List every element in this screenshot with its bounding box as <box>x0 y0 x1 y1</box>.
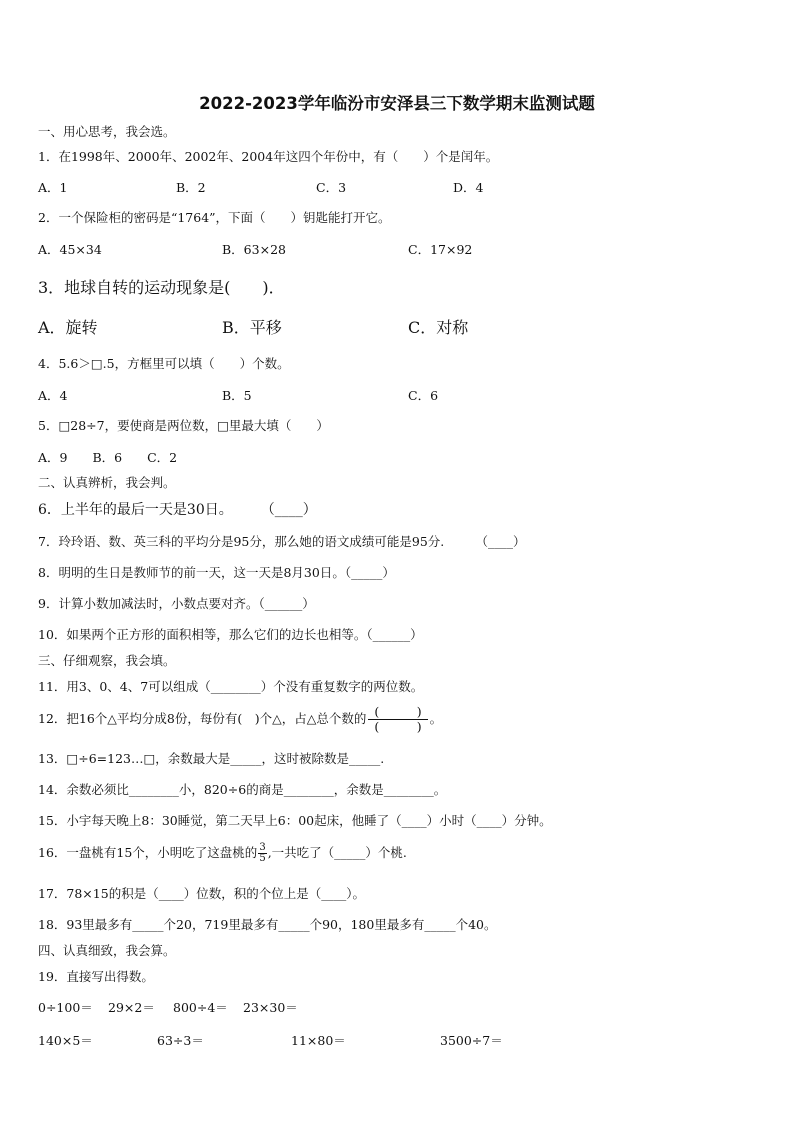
section-heading-4: 四、认真细致，我会算。 <box>38 943 176 958</box>
q4-option-c: C．6 <box>408 388 439 403</box>
q3-option-b: B．平移 <box>222 318 282 337</box>
question-14: 14．余数必须比________小，820÷6的商是________，余数是________。 <box>38 782 447 797</box>
q2-option-b: B．63×28 <box>222 242 286 257</box>
section-heading-3: 三、仔细观察，我会填。 <box>38 653 176 668</box>
question-10: 10．如果两个正方形的面积相等，那么它们的边长也相等。（______） <box>38 627 423 642</box>
calc-item: 23×30＝ <box>243 1000 298 1015</box>
q16-numerator: 3 <box>259 842 266 853</box>
section-heading-1: 一、用心思考，我会选。 <box>38 124 176 139</box>
calc-item: 11×80＝ <box>291 1033 346 1048</box>
calc-item: 63÷3＝ <box>157 1033 204 1048</box>
question-3: 3．地球自转的运动现象是( )． <box>38 278 285 297</box>
q12-text: 12．把16个△平均分成8份，每份有( )个△，占△总个数的 <box>38 710 367 726</box>
q1-option-c: C．3 <box>316 180 347 195</box>
question-13: 13．□÷6=123…□，余数最大是_____，这时被除数是_____. <box>38 751 385 766</box>
q12-denominator: ( ) <box>374 718 422 734</box>
calc-item: 800÷4＝ <box>173 1000 228 1015</box>
page-title: 2022-2023学年临汾市安泽县三下数学期末监测试题 <box>199 94 595 113</box>
q16-fraction <box>258 843 266 864</box>
q12-numerator: ( ) <box>368 705 427 720</box>
question-1: 1．在1998年、2000年、2002年、2004年这四个年份中，有（ ）个是闰年。 <box>38 149 499 164</box>
q1-option-a: A．1 <box>38 180 68 195</box>
question-6: 6．上半年的最后一天是30日。 （____） <box>38 502 317 518</box>
question-18: 18．93里最多有_____个20，719里最多有_____个90，180里最多有_____个40。 <box>38 917 497 932</box>
q16-end: ,一共吃了（_____）个桃. <box>267 845 407 860</box>
q1-option-b: B．2 <box>176 180 206 195</box>
question-9: 9．计算小数加减法时，小数点要对齐。（______） <box>38 596 315 611</box>
q2-option-a: A．45×34 <box>38 242 102 257</box>
q16-text: 16．一盘桃有15个，小明吃了这盘桃的 <box>38 845 258 860</box>
question-17: 17．78×15的积是（____）位数，积的个位上是（____）。 <box>38 886 365 901</box>
q5-options: A．9 B．6 C．2 <box>38 450 178 465</box>
q2-option-c: C．17×92 <box>408 242 473 257</box>
question-8: 8．明明的生日是教师节的前一天，这一天是8月30日。（_____） <box>38 565 395 580</box>
section-heading-2: 二、认真辨析，我会判。 <box>38 475 176 490</box>
question-15: 15．小宇每天晚上8：30睡觉，第二天早上6：00起床，他睡了（____）小时（____）分钟。 <box>38 813 552 828</box>
question-5: 5．□28÷7，要使商是两位数，□里最大填（ ） <box>38 418 329 433</box>
q12-end: 。 <box>429 710 443 726</box>
calc-item: 29×2＝ <box>108 1000 155 1015</box>
calc-item: 140×5＝ <box>38 1033 93 1048</box>
q16-denominator: 5 <box>259 853 266 864</box>
question-12 <box>38 705 442 734</box>
calc-item: 0÷100＝ <box>38 1000 93 1015</box>
q1-option-d: D．4 <box>453 180 484 195</box>
question-19: 19．直接写出得数。 <box>38 969 154 984</box>
question-7: 7．玲玲语、数、英三科的平均分是95分，那么她的语文成绩可能是95分. （____） <box>38 534 526 549</box>
question-16 <box>38 843 407 864</box>
q4-option-b: B．5 <box>222 388 252 403</box>
q3-option-a: A．旋转 <box>38 318 98 337</box>
calc-item: 3500÷7＝ <box>440 1033 503 1048</box>
q4-option-a: A．4 <box>38 388 68 403</box>
question-11: 11．用3、0、4、7可以组成（________）个没有重复数字的两位数。 <box>38 679 424 694</box>
q12-fraction <box>368 705 427 734</box>
question-2: 2．一个保险柜的密码是“1764”，下面（ ）钥匙能打开它。 <box>38 210 391 225</box>
question-4: 4．5.6＞□.5，方框里可以填（ ）个数。 <box>38 356 290 371</box>
q3-option-c: C．对称 <box>408 318 469 337</box>
